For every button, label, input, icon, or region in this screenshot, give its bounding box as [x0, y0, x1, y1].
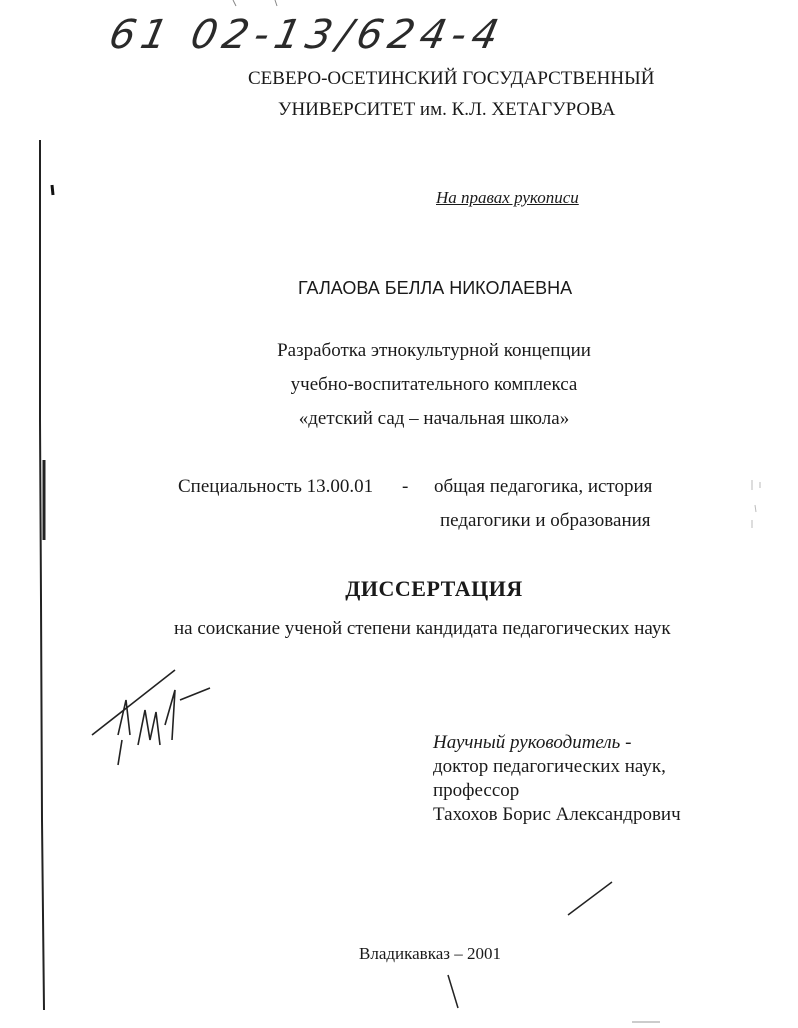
- title-line-3: «детский сад – начальная школа»: [298, 408, 570, 429]
- scan-mark: [52, 185, 53, 195]
- university-line-1: СЕВЕРО-ОСЕТИНСКИЙ ГОСУДАРСТВЕННЫЙ: [248, 68, 655, 89]
- handwritten-stroke: [448, 975, 458, 1008]
- specialty-dash: -: [402, 476, 409, 497]
- university-line-2: УНИВЕРСИТЕТ им. К.Л. ХЕТАГУРОВА: [278, 99, 616, 120]
- supervisor-title: профессор: [433, 780, 520, 801]
- specialty-label: Специальность 13.00.01: [178, 476, 374, 497]
- rights-note: На правах рукописи: [436, 188, 579, 207]
- specialty-value-1: общая педагогика, история: [434, 476, 653, 497]
- degree-line: на соискание ученой степени кандидата педагогических наук: [174, 618, 671, 639]
- scan-speckles: [752, 480, 760, 528]
- supervisor-degree: доктор педагогических наук,: [433, 756, 666, 777]
- catalog-stamp-code: 61 02-13/624-4: [105, 12, 509, 58]
- handwritten-signature: [92, 670, 210, 765]
- supervisor-role: Научный руководитель: [433, 732, 621, 753]
- handwritten-stroke: [568, 882, 612, 915]
- supervisor-role-dash: -: [620, 732, 632, 753]
- document-type: ДИССЕРТАЦИЯ: [345, 576, 523, 601]
- author-name: ГАЛАОВА БЕЛЛА НИКОЛАЕВНА: [298, 278, 573, 298]
- title-line-2: учебно-воспитательного комплекса: [290, 374, 578, 395]
- specialty-value-2: педагогики и образования: [440, 510, 651, 531]
- title-line-1: Разработка этнокультурной концепции: [277, 340, 591, 361]
- supervisor-role-line: [433, 732, 631, 754]
- margin-line: [40, 140, 44, 1010]
- supervisor-name: Тахохов Борис Александрович: [433, 804, 681, 825]
- scan-top-marks: [233, 0, 277, 6]
- place-and-year: Владикавказ – 2001: [359, 944, 501, 963]
